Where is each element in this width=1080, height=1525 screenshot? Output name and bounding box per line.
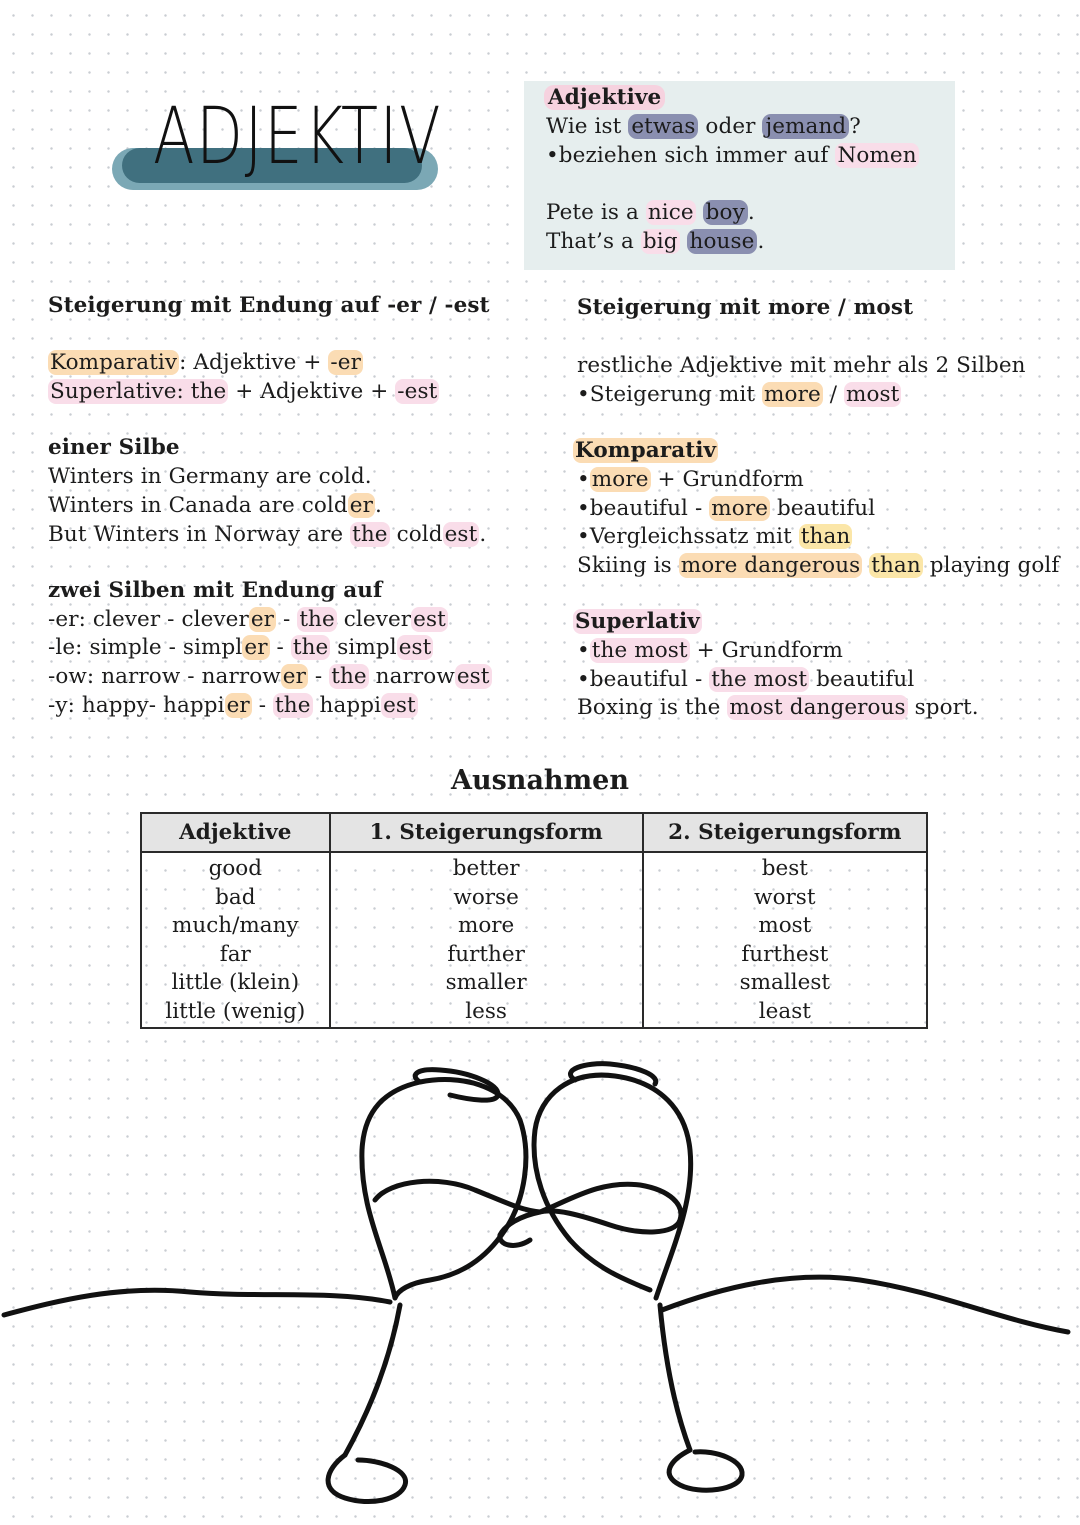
einer-example-3: But Winters in Norway are the coldest. (48, 522, 487, 547)
superlativ-example: Boxing is the most dangerous sport. (577, 695, 979, 720)
exceptions-table (140, 812, 928, 1029)
komparativ-point: •beautiful - more beautiful (577, 496, 876, 521)
table-cell: worst (754, 884, 816, 910)
superlative-rule: Superlative: the + Adjektive + -est (50, 379, 438, 404)
right-glass-base (669, 1450, 742, 1490)
table-cell: little (wenig) (165, 998, 306, 1024)
table-cell: further (447, 941, 525, 967)
wine-glasses-illustration (0, 1040, 1080, 1520)
table-header-row (141, 813, 927, 852)
zwei-example: -ow: narrow - narrower - the narrowest (48, 664, 490, 689)
table-row (141, 852, 927, 1028)
einer-silbe-heading: einer Silbe (48, 435, 180, 460)
zwei-silben-heading: zwei Silben mit Endung auf (48, 578, 383, 603)
komparativ-rule: Komparativ: Adjektive + -er (50, 350, 361, 375)
exceptions-heading: Ausnahmen (451, 765, 629, 796)
rest-steigerung: •Steigerung mit more / most (577, 382, 900, 407)
zwei-example: -y: happy- happier - the happiest (48, 693, 416, 718)
ground-line-right (662, 1277, 1068, 1332)
table-cell: little (klein) (171, 970, 300, 996)
table-cell: smaller (445, 970, 527, 996)
table-cell: least (758, 998, 811, 1024)
table-cell: far (219, 941, 251, 967)
definition-heading: Adjektive (544, 84, 665, 113)
table-cell: best (761, 856, 808, 881)
column-header: Adjektive (141, 813, 330, 852)
rest-rule: restliche Adjektive mit mehr als 2 Silben (577, 353, 1026, 378)
definition-example-1: Pete is a nice boy . (546, 200, 755, 225)
zwei-example: -er: clever - cleverer - the cleverest (48, 607, 446, 632)
superlativ-point: •the most + Grundform (577, 638, 844, 663)
table-cell: more (457, 913, 515, 939)
table-cell: less (465, 998, 507, 1024)
right-glass-stem (660, 1305, 690, 1450)
definition-question: Wie ist etwas oder jemand ? (546, 114, 861, 139)
table-cell: good (208, 856, 262, 881)
definition-example-2: That’s a big house . (546, 229, 765, 254)
column-header: 2. Steigerungsform (643, 813, 927, 852)
komparativ-point: •more + Grundform (577, 467, 804, 492)
table-cell: bad (215, 884, 256, 910)
komparativ-point: •Vergleichssatz mit than (577, 524, 851, 549)
zwei-example: -le: simple - simpler - the simplest (48, 635, 432, 660)
einer-example-1: Winters in Germany are cold. (48, 464, 372, 489)
right-heading: Steigerung mit more / most (577, 295, 914, 320)
superlativ-point: •beautiful - the most beautiful (577, 667, 915, 692)
superlativ-heading: Superlativ (575, 609, 700, 634)
table-cell: smallest (739, 970, 831, 996)
definition-note: •beziehen sich immer auf Nomen (546, 143, 917, 168)
table-cell: furthest (741, 941, 829, 967)
page-title: ADJEKTIV (153, 92, 443, 182)
table-cell: better (452, 856, 520, 881)
komparativ-example: Skiing is more dangerous than playing golf (577, 553, 1060, 578)
superlative-column (643, 852, 927, 1028)
komparativ-heading: Komparativ (575, 438, 717, 463)
comparative-column (330, 852, 643, 1028)
einer-example-2: Winters in Canada are colder. (48, 493, 382, 518)
column-header: 1. Steigerungsform (330, 813, 643, 852)
table-cell: much/many (172, 913, 299, 939)
table-cell: worse (453, 884, 519, 910)
ground-line-left (4, 1290, 390, 1315)
table-cell: most (758, 913, 812, 939)
adjective-column (141, 852, 330, 1028)
left-glass-base (328, 1455, 405, 1502)
left-heading: Steigerung mit Endung auf -er / -est (48, 293, 490, 318)
left-glass-stem (345, 1305, 400, 1455)
